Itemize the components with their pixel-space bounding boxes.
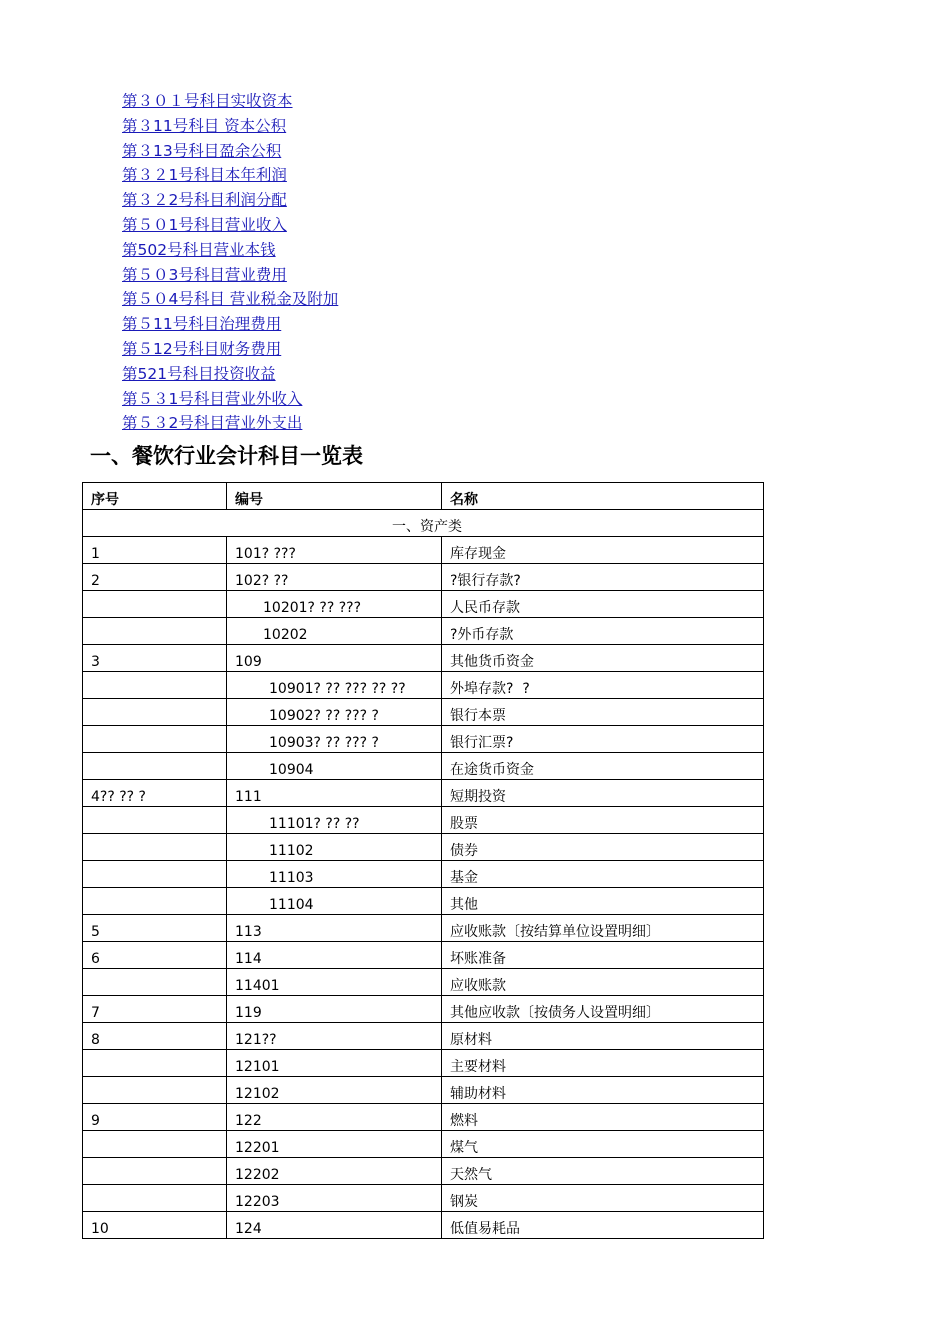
table-row: [83, 618, 764, 645]
cell-code: 102? ??: [227, 564, 442, 591]
page-heading: 一、餐饮行业会计科目一览表: [90, 444, 363, 468]
subject-link[interactable]: 第５０3号科目营业费用: [122, 265, 287, 284]
cell-name: 辅助材料: [442, 1077, 764, 1104]
cell-name: 银行本票: [442, 699, 764, 726]
cell-code: 10202: [227, 618, 442, 645]
subject-link[interactable]: 第５３2号科目营业外支出: [122, 414, 303, 433]
table-row: [83, 996, 764, 1023]
cell-seq: [83, 834, 227, 861]
table-row: [83, 888, 764, 915]
cell-name: 煤气: [442, 1131, 764, 1158]
cell-code: 12202: [227, 1158, 442, 1185]
cell-seq: [83, 888, 227, 915]
cell-seq: 4?? ?? ?: [83, 780, 227, 807]
subject-link[interactable]: 第５12号科目财务费用: [122, 339, 282, 358]
table-row: [83, 564, 764, 591]
table-row: [83, 591, 764, 618]
table-row: [83, 1185, 764, 1212]
subject-link[interactable]: 第３０１号科目实收资本: [122, 92, 293, 110]
cell-seq: [83, 618, 227, 645]
cell-seq: [83, 726, 227, 753]
subject-link[interactable]: 第502号科目营业本钱: [122, 240, 276, 259]
table-header-row: [83, 483, 764, 510]
cell-name: ?银行存款?: [442, 564, 764, 591]
cell-name: ?外币存款: [442, 618, 764, 645]
cell-code: 119: [227, 996, 442, 1023]
subject-link[interactable]: 第３11号科目 资本公积: [122, 116, 287, 135]
cell-code: 12102: [227, 1077, 442, 1104]
cell-name: 在途货币资金: [442, 753, 764, 780]
subject-link[interactable]: 第３13号科目盈余公积: [122, 141, 282, 160]
cell-code: 12101: [227, 1050, 442, 1077]
cell-seq: [83, 807, 227, 834]
header-code: 编号: [227, 483, 442, 510]
cell-name: 钢炭: [442, 1185, 764, 1212]
cell-name: 低值易耗品: [442, 1212, 764, 1239]
header-name: 名称: [442, 483, 764, 510]
subject-link[interactable]: 第３２2号科目利润分配: [122, 191, 287, 210]
cell-code: 121??: [227, 1023, 442, 1050]
subject-link[interactable]: 第521号科目投资收益: [122, 364, 276, 383]
cell-name: 天然气: [442, 1158, 764, 1185]
cell-seq: [83, 1131, 227, 1158]
cell-code: 113: [227, 915, 442, 942]
cell-code: 10901? ?? ??? ?? ??: [227, 672, 442, 699]
cell-seq: [83, 1077, 227, 1104]
cell-seq: [83, 1050, 227, 1077]
cell-seq: [83, 591, 227, 618]
cell-name: 债券: [442, 834, 764, 861]
table-row: [83, 1050, 764, 1077]
cell-name: 坏账准备: [442, 942, 764, 969]
table-row: [83, 726, 764, 753]
subject-link[interactable]: 第３２1号科目本年利润: [122, 166, 287, 185]
cell-code: 10902? ?? ??? ?: [227, 699, 442, 726]
cell-name: 外埠存款? ?: [442, 672, 764, 699]
table-row: [83, 807, 764, 834]
table-row: [83, 1023, 764, 1050]
subject-link[interactable]: 第５11号科目治理费用: [122, 315, 282, 334]
cell-seq: [83, 1185, 227, 1212]
table-row: [83, 1104, 764, 1131]
category-label: 一、资产类: [83, 510, 764, 537]
cell-code: 12201: [227, 1131, 442, 1158]
table-row: [83, 1077, 764, 1104]
table-row: [83, 969, 764, 996]
cell-code: 114: [227, 942, 442, 969]
cell-seq: 1: [83, 537, 227, 564]
cell-name: 应收账款〔按结算单位设置明细〕: [442, 915, 764, 942]
cell-code: 109: [227, 645, 442, 672]
cell-code: 12203: [227, 1185, 442, 1212]
table-row: [83, 645, 764, 672]
cell-seq: [83, 753, 227, 780]
cell-code: 111: [227, 780, 442, 807]
subject-link[interactable]: 第５３1号科目营业外收入: [122, 389, 303, 408]
cell-code: 11102: [227, 834, 442, 861]
cell-code: 122: [227, 1104, 442, 1131]
cell-seq: [83, 672, 227, 699]
category-row: [83, 510, 764, 537]
cell-name: 股票: [442, 807, 764, 834]
cell-name: 原材料: [442, 1023, 764, 1050]
cell-code: 11104: [227, 888, 442, 915]
cell-name: 燃料: [442, 1104, 764, 1131]
table-row: [83, 915, 764, 942]
cell-seq: 5: [83, 915, 227, 942]
account-subjects-table: [82, 482, 764, 1239]
cell-name: 其他货币资金: [442, 645, 764, 672]
cell-seq: 9: [83, 1104, 227, 1131]
cell-code: 11401: [227, 969, 442, 996]
cell-name: 短期投资: [442, 780, 764, 807]
cell-seq: 10: [83, 1212, 227, 1239]
cell-name: 其他应收款〔按债务人设置明细〕: [442, 996, 764, 1023]
table-row: [83, 699, 764, 726]
cell-name: 人民币存款: [442, 591, 764, 618]
table-row: [83, 780, 764, 807]
cell-seq: 3: [83, 645, 227, 672]
cell-seq: [83, 861, 227, 888]
table-row: [83, 942, 764, 969]
table-row: [83, 1158, 764, 1185]
cell-name: 银行汇票?: [442, 726, 764, 753]
cell-name: 主要材料: [442, 1050, 764, 1077]
cell-name: 库存现金: [442, 537, 764, 564]
header-seq: 序号: [83, 483, 227, 510]
cell-name: 其他: [442, 888, 764, 915]
cell-seq: 8: [83, 1023, 227, 1050]
cell-code: 101? ???: [227, 537, 442, 564]
table-row: [83, 861, 764, 888]
cell-seq: [83, 699, 227, 726]
cell-code: 11103: [227, 861, 442, 888]
cell-code: 124: [227, 1212, 442, 1239]
subject-link[interactable]: 第５０1号科目营业收入: [122, 215, 287, 234]
cell-seq: 2: [83, 564, 227, 591]
cell-code: 11101? ?? ??: [227, 807, 442, 834]
cell-seq: 6: [83, 942, 227, 969]
cell-seq: 7: [83, 996, 227, 1023]
table-row: [83, 537, 764, 564]
cell-name: 应收账款: [442, 969, 764, 996]
table-row: [83, 672, 764, 699]
table-row: [83, 1212, 764, 1239]
cell-seq: [83, 1158, 227, 1185]
cell-code: 10904: [227, 753, 442, 780]
cell-name: 基金: [442, 861, 764, 888]
cell-code: 10201? ?? ???: [227, 591, 442, 618]
cell-seq: [83, 969, 227, 996]
subject-link[interactable]: 第５０4号科目 营业税金及附加: [122, 290, 339, 309]
table-row: [83, 1131, 764, 1158]
table-row: [83, 834, 764, 861]
subject-link-list: [122, 89, 338, 436]
cell-code: 10903? ?? ??? ?: [227, 726, 442, 753]
table-row: [83, 753, 764, 780]
